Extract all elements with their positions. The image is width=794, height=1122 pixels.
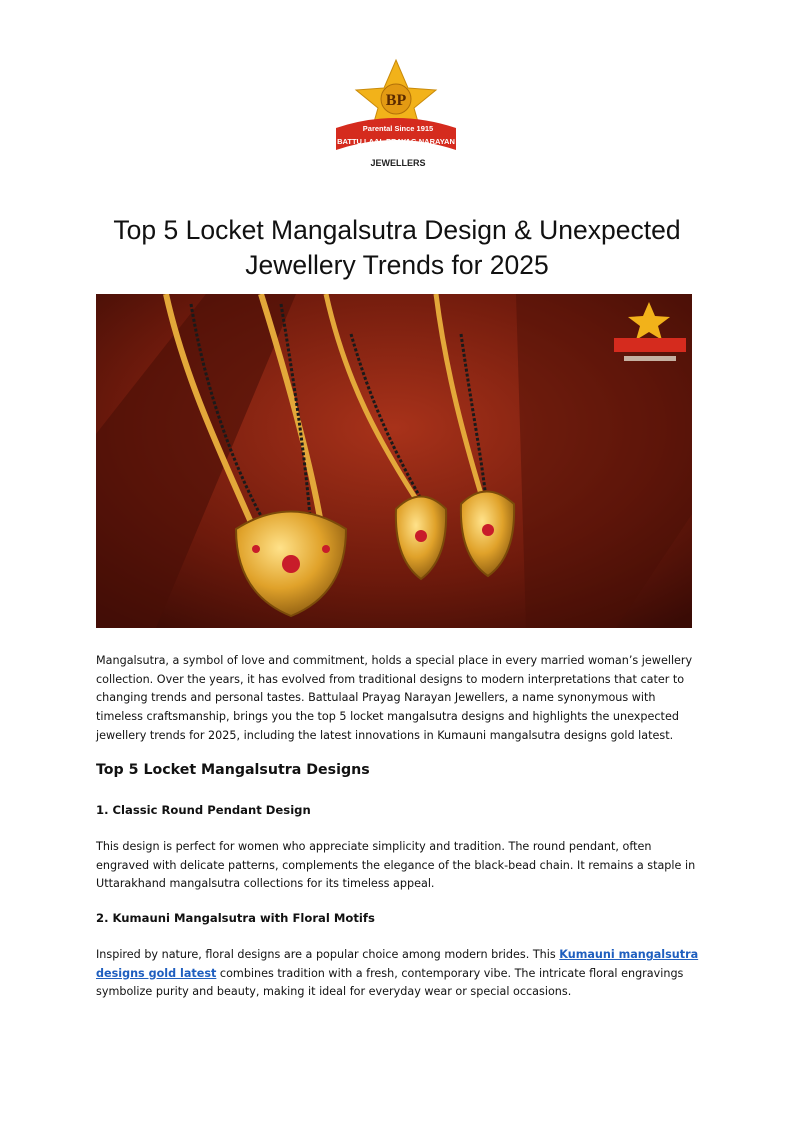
kumauni-mangalsutra-link[interactable]: Kumauni mangalsutra designs gold latest [96,948,699,980]
item-2-text-after: combines tradition with a fresh, contemporary vibe. The intricate floral engravings symbolize purity and beauty, making it ideal for everyday wear or special occasions. [96,966,684,999]
item-2-text [96,946,700,1002]
logo-banner: BATTU LAAL PRAYAG NARAYAN [337,137,455,146]
brand-logo [332,58,464,174]
title-line-2: Jewellery Trends for 2025 [245,250,549,280]
logo-tagline: Parental Since 1915 [362,124,434,133]
item-2-heading: 2. Kumauni Mangalsutra with Floral Motifs [96,911,375,925]
logo-sub: JEWELLERS [370,158,426,168]
item-1-text: This design is perfect for women who appreciate simplicity and tradition. The round pendant, often engraved with delicate patterns, complements the elegance of the black-bead chain. It remains a staple in Uttarakhand mangalsutra collections for its timeless appeal. [96,840,696,891]
item-2-text-before: Inspired by nature, floral designs are a popular choice among modern brides. This [96,948,560,961]
intro-paragraph: Mangalsutra, a symbol of love and commitment, holds a special place in every married woman’s jewellery collection. Over the years, it has evolved from traditional designs to modern interpretations that cater to changing trends and personal tastes. Battulaal Prayag Narayan Jewellers, a name synonymous with timeless craftsmanship, brings you the top 5 locket mangalsutra designs and highlights the unexpected jewellery trends for 2025, including the latest innovations in Kumauni mangalsutra designs gold latest. [96,654,693,742]
section-heading: Top 5 Locket Mangalsutra Designs [96,762,370,778]
article-title [96,213,698,283]
hero-image [96,294,692,628]
logo-monogram: BP [385,92,407,109]
item-1-heading: 1. Classic Round Pendant Design [96,803,311,817]
title-line-1: Top 5 Locket Mangalsutra Design & Unexpected [113,215,681,245]
